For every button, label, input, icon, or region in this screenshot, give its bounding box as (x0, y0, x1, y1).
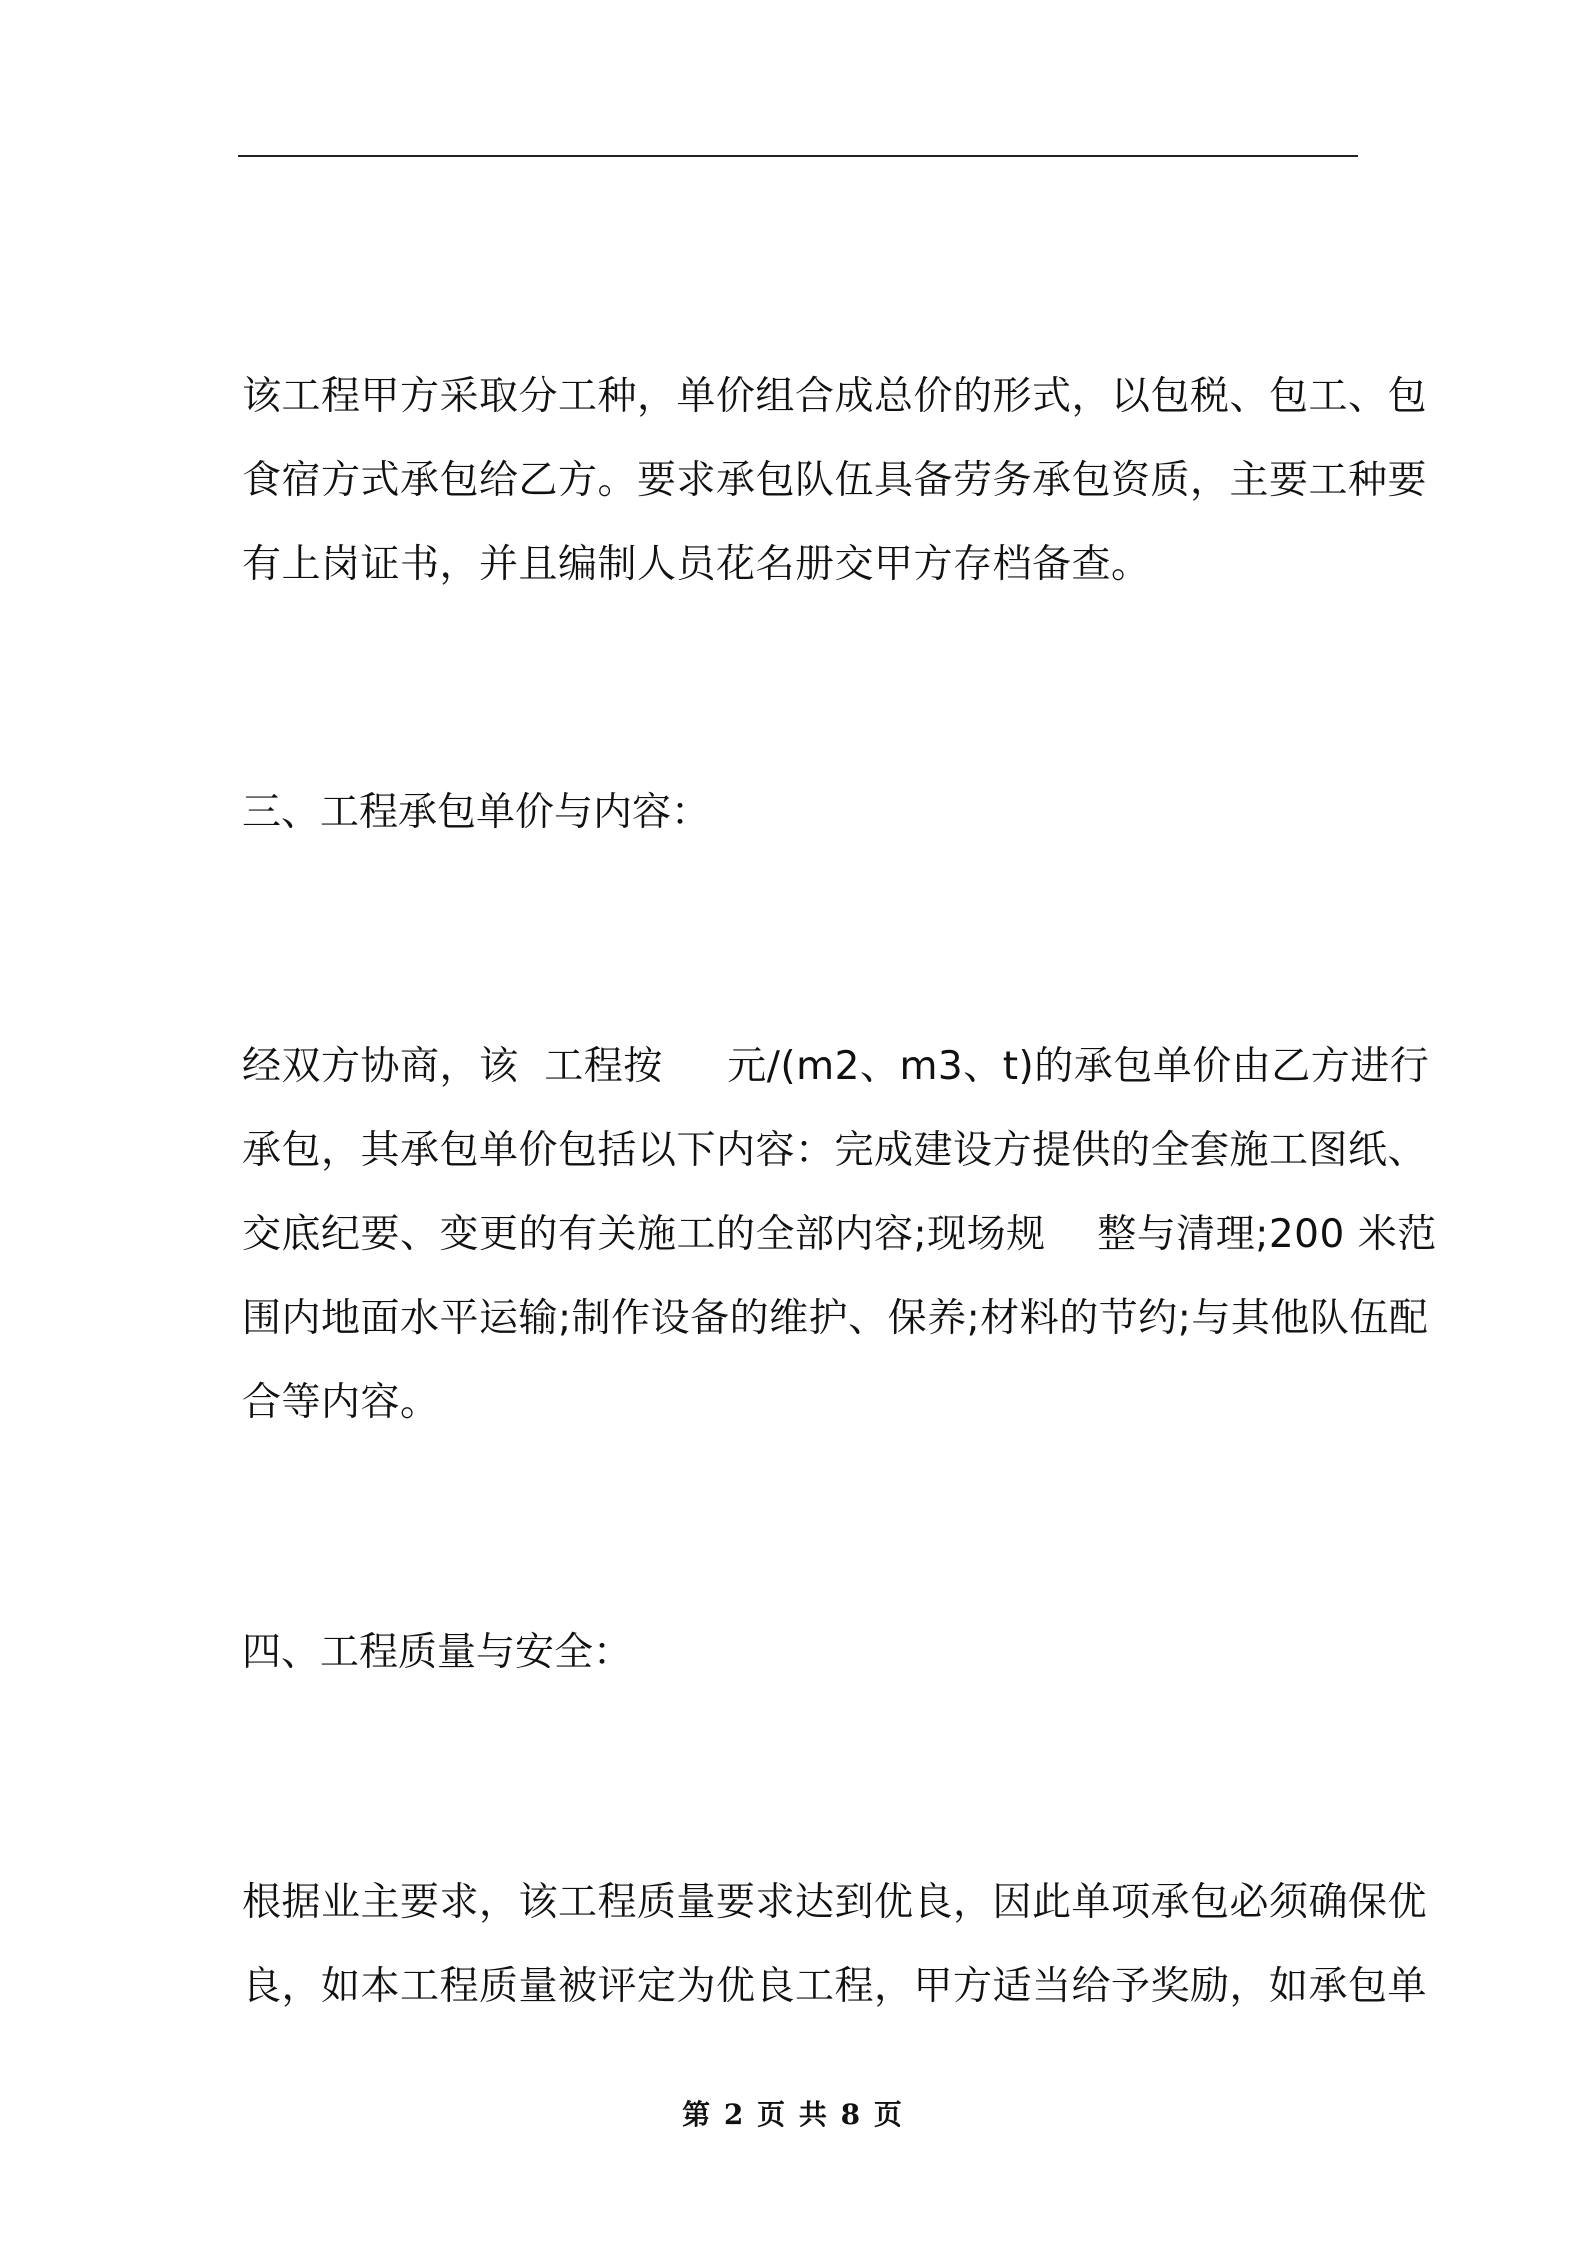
text-line: 该工程甲方采取分工种，单价组合成总价的形式，以包税、包工、包 (242, 374, 1428, 419)
page-number-footer: 第 2 页 共 8 页 (682, 2098, 904, 2131)
paragraph-contract-method (242, 355, 1428, 607)
text-line: 围内地面水平运输;制作设备的维护、保养;材料的节约;与其他队伍配 (242, 1296, 1429, 1341)
paragraph-unit-price-content (242, 1025, 1437, 1445)
text-line: 交底纪要、变更的有关施工的全部内容;现场规 整与清理;200 米范 (242, 1212, 1437, 1257)
text-line: 有上岗证书，并且编制人员花名册交甲方存档备查。 (242, 542, 1151, 587)
text-line: 经双方协商，该 工程按 元/(m2、m3、t)的承包单价由乙方进行 (242, 1044, 1430, 1089)
header-rule (238, 155, 1358, 157)
text-line: 合等内容。 (242, 1380, 440, 1425)
text-line: 根据业主要求，该工程质量要求达到优良，因此单项承包必须确保优 (242, 1880, 1428, 1925)
section-heading-unit-price: 三、工程承包单价与内容： (242, 790, 711, 835)
text-line: 良，如本工程质量被评定为优良工程，甲方适当给予奖励，如承包单 (242, 1964, 1428, 2009)
paragraph-quality-requirement (242, 1861, 1428, 2029)
text-line: 食宿方式承包给乙方。要求承包队伍具备劳务承包资质，主要工种要 (242, 458, 1428, 503)
text-line: 承包，其承包单价包括以下内容：完成建设方提供的全套施工图纸、 (242, 1128, 1428, 1173)
section-heading-quality-safety: 四、工程质量与安全： (242, 1630, 633, 1675)
